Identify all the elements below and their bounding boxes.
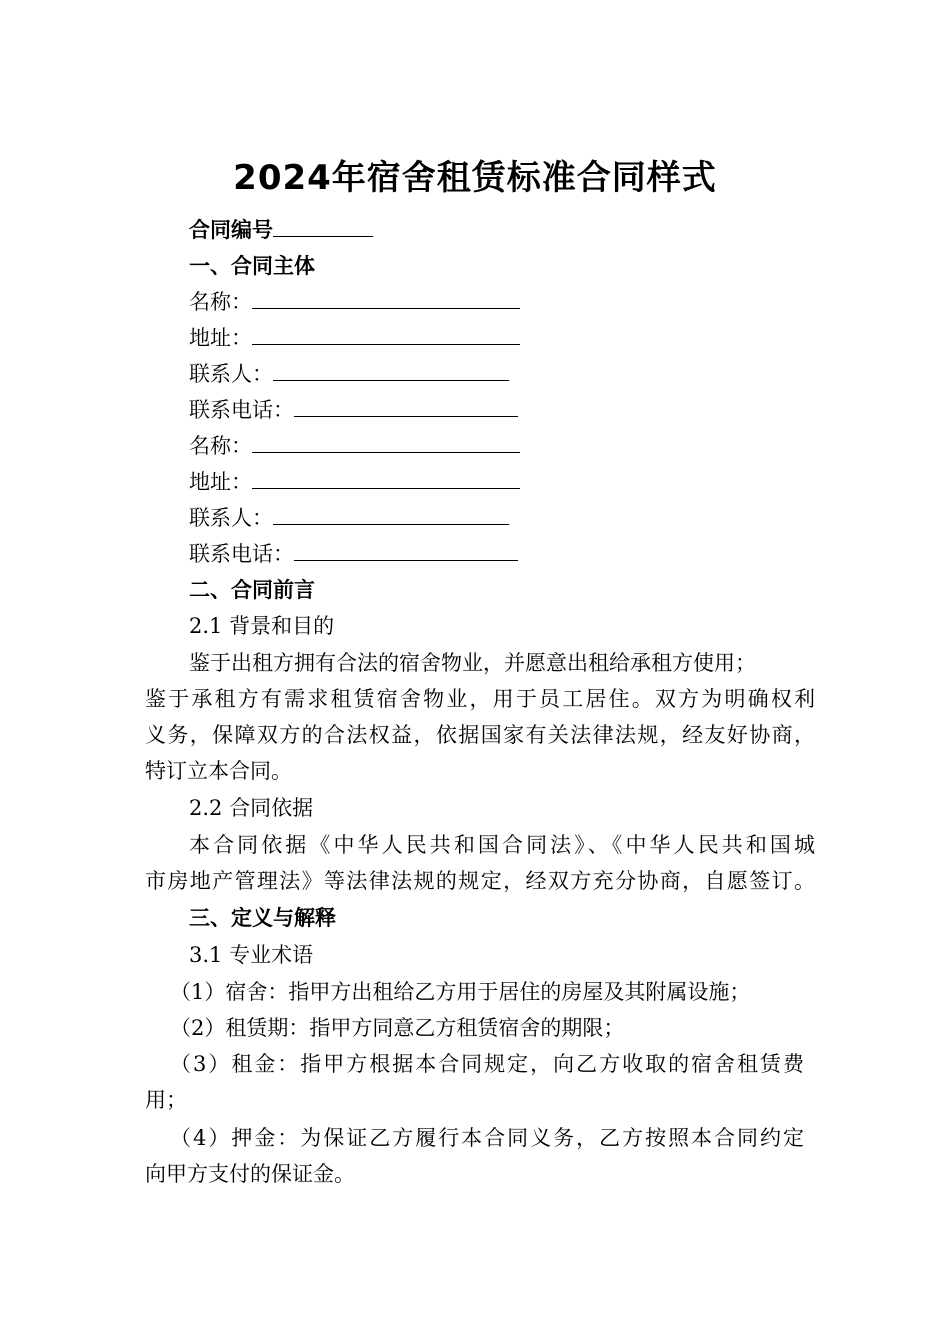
section3-sub1-heading: 3.1 专业术语 — [189, 943, 314, 967]
paragraph-line: 义务，保障双方的合法权益，依据国家有关法律法规，经友好协商， — [145, 723, 815, 747]
party-a-phone-line — [145, 392, 859, 428]
party-b-address-line — [145, 464, 859, 500]
term-item-2: （2）租赁期：指甲方同意乙方租赁宿舍的期限； — [170, 1016, 625, 1040]
party-b-name-line — [145, 428, 859, 464]
paragraph-line: 特订立本合同。 — [145, 759, 292, 783]
term-item-4-line: （4）押金：为保证乙方履行本合同义务，乙方按照本合同约定 — [170, 1126, 804, 1150]
party-b-phone-blank — [294, 536, 518, 561]
party-b-phone-line — [145, 536, 859, 572]
party-a-contact-label: 联系人： — [189, 362, 273, 386]
party-a-contact-blank — [273, 356, 509, 381]
term-item-1: （1）宿舍：指甲方出租给乙方用于居住的房屋及其附属设施； — [170, 980, 751, 1004]
term-item-3-line: 用； — [145, 1088, 187, 1112]
contract-number-label: 合同编号 — [189, 218, 273, 242]
section2-sub2-heading: 2.2 合同依据 — [189, 796, 314, 820]
section3-heading: 三、定义与解释 — [189, 906, 336, 930]
section2-sub1-heading: 2.1 背景和目的 — [189, 614, 335, 638]
party-a-phone-label: 联系电话： — [189, 398, 294, 422]
section2-heading: 二、合同前言 — [189, 578, 315, 602]
party-b-address-blank — [252, 464, 520, 489]
party-b-name-label: 名称： — [189, 434, 252, 458]
party-b-contact-blank — [273, 500, 509, 525]
contract-number-blank — [273, 212, 373, 237]
contract-number-line — [145, 212, 859, 248]
party-a-address-blank — [252, 320, 520, 345]
party-a-address-line — [145, 320, 859, 356]
term-item-4-line: 向甲方支付的保证金。 — [145, 1162, 355, 1186]
paragraph-line: 本合同依据《中华人民共和国合同法》、《中华人民共和国城 — [189, 833, 815, 857]
section1-heading: 一、合同主体 — [189, 254, 315, 278]
paragraph-line: 市房地产管理法》等法律法规的规定，经双方充分协商，自愿签订。 — [145, 869, 815, 893]
party-a-contact-line — [145, 356, 859, 392]
document-title: 2024年宿舍租赁标准合同样式 — [233, 158, 717, 198]
party-a-address-label: 地址： — [189, 326, 252, 350]
party-a-phone-blank — [294, 392, 518, 417]
party-a-name-label: 名称： — [189, 290, 252, 314]
term-item-3-line: （3）租金：指甲方根据本合同规定，向乙方收取的宿舍租赁费 — [170, 1052, 804, 1076]
party-b-name-blank — [252, 428, 520, 453]
party-b-phone-label: 联系电话： — [189, 542, 294, 566]
paragraph-line: 鉴于出租方拥有合法的宿舍物业，并愿意出租给承租方使用； — [189, 651, 756, 675]
party-a-name-blank — [252, 284, 520, 309]
paragraph-line: 鉴于承租方有需求租赁宿舍物业，用于员工居住。双方为明确权利 — [145, 687, 815, 711]
party-b-address-label: 地址： — [189, 470, 252, 494]
party-b-contact-line — [145, 500, 859, 536]
party-b-contact-label: 联系人： — [189, 506, 273, 530]
party-a-name-line — [145, 284, 859, 320]
